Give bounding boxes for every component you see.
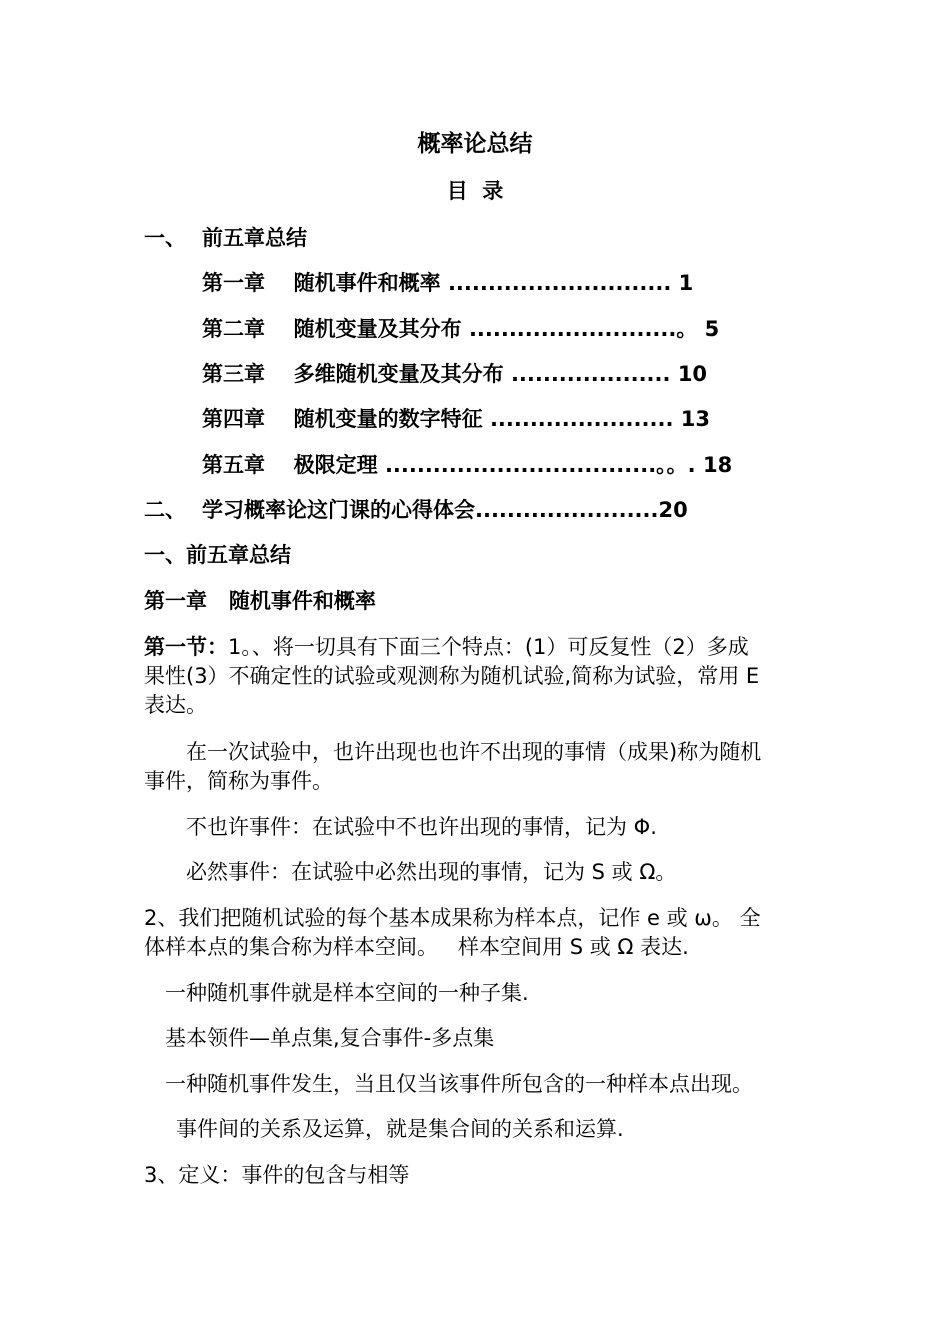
paragraph-2-line-1: 在一次试验中，也许出现也也许不出现的事情（成果)称为随机 [186, 740, 762, 764]
paragraph-1-line-1 [144, 633, 749, 662]
toc-part2-label: 学习概率论这门课的心得体会 [202, 498, 475, 522]
section-lead-label: 第一节： [144, 635, 228, 659]
paragraph-6: 一种随机事件就是样本空间的一种子集. [165, 981, 529, 1005]
toc-dot-leader: ....................... [475, 498, 659, 522]
toc-entry-chapter-4[interactable] [202, 405, 710, 434]
toc-entry-chapter-2[interactable] [202, 315, 719, 344]
toc-chapter-title: 随机事件和概率 [293, 271, 448, 295]
toc-page-number: 13 [680, 407, 710, 431]
toc-chapter-title: 随机变量的数字特征 [293, 407, 483, 431]
paragraph-5-line-1: 2、我们把随机试验的每个基本成果称为样本点，记作 e 或 ω。 全 [144, 906, 761, 930]
paragraph-1-line-3: 表达。 [144, 693, 207, 717]
toc-dot-leader: ..........................。 [468, 317, 698, 341]
toc-chapter-number: 第三章 [202, 362, 265, 386]
paragraph-impossible-event: 不也许事件：在试验中不也许出现的事情，记为 Φ. [186, 815, 657, 839]
toc-part2-number: 二、 [144, 498, 186, 522]
paragraph-text: 1。、将一切具有下面三个特点：(1）可反复性（2）多成 [228, 635, 749, 659]
toc-page-number: 10 [677, 362, 708, 386]
toc-chapter-title: 随机变量及其分布 [293, 317, 462, 341]
toc-dot-leader: ............................ [447, 271, 672, 295]
toc-heading: 目 录 [446, 179, 504, 203]
paragraph-7: 基本领件—单点集,复合事件-多点集 [165, 1026, 495, 1050]
toc-dot-leader: .................... [510, 362, 671, 386]
toc-chapter-title: 极限定理 [293, 453, 378, 477]
paragraph-5-line-2: 体样本点的集合称为样本空间。 样本空间用 S 或 Ω 表达. [144, 935, 689, 959]
chapter-heading: 第一章 随机事件和概率 [144, 589, 376, 613]
toc-entry-part2[interactable] [202, 496, 688, 525]
paragraph-10: 3、定义：事件的包含与相等 [144, 1163, 410, 1187]
toc-chapter-number: 第二章 [202, 317, 265, 341]
paragraph-certain-event: 必然事件：在试验中必然出现的事情，记为 S 或 Ω。 [186, 860, 677, 884]
paragraph-8: 一种随机事件发生，当且仅当该事件所包含的一种样本点出现。 [165, 1072, 753, 1096]
section-heading: 一、前五章总结 [144, 543, 291, 567]
toc-part1-number: 一、 [144, 226, 186, 250]
toc-page-number: 18 [702, 453, 733, 477]
toc-chapter-number: 第一章 [202, 271, 265, 295]
toc-chapter-number: 第五章 [202, 453, 265, 477]
toc-entry-chapter-3[interactable] [202, 360, 707, 389]
toc-entry-chapter-5[interactable] [202, 451, 732, 480]
toc-entry-chapter-1[interactable] [202, 269, 693, 298]
document-title: 概率论总结 [417, 131, 533, 157]
toc-part1-label: 前五章总结 [202, 226, 307, 250]
paragraph-2-line-2: 事件，简称为事件。 [144, 769, 333, 793]
toc-page-number: 5 [704, 317, 720, 341]
paragraph-9: 事件间的关系及运算，就是集合间的关系和运算. [176, 1117, 624, 1141]
toc-chapter-title: 多维随机变量及其分布 [293, 362, 504, 386]
toc-dot-leader: ....................... [489, 407, 674, 431]
toc-page-number: 20 [658, 498, 688, 522]
toc-dot-leader: ..................................。。. [384, 453, 696, 477]
paragraph-1-line-2: 果性(3）不确定性的试验或观测称为随机试验,简称为试验，常用 E [144, 664, 760, 688]
toc-chapter-number: 第四章 [202, 407, 265, 431]
toc-page-number: 1 [678, 271, 694, 295]
